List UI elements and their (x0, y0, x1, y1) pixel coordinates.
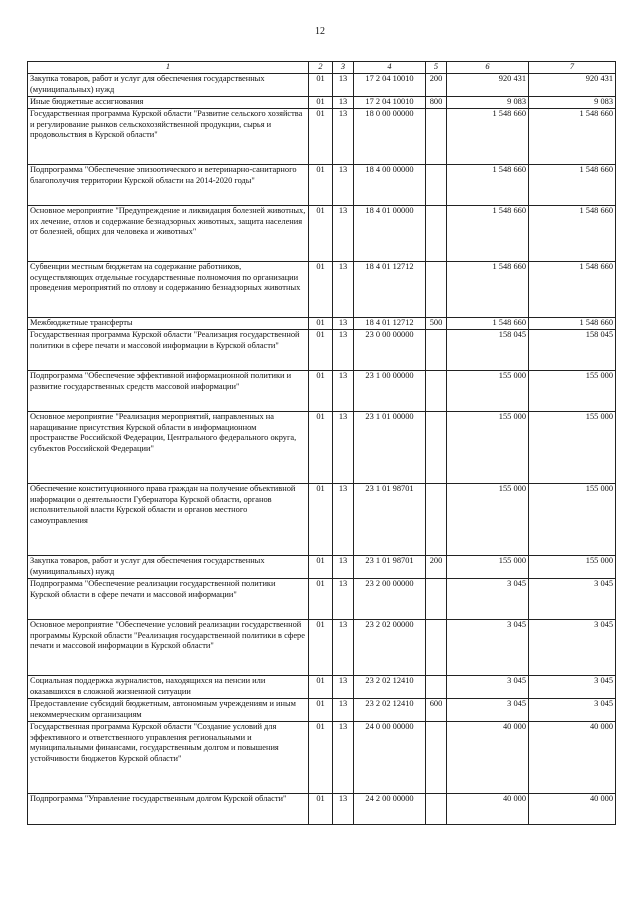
row-amount-1-cell: 3 045 (447, 579, 529, 620)
row-amount-2-cell: 158 045 (529, 330, 616, 371)
row-expense-type-cell: 500 (426, 318, 447, 330)
row-amount-1-cell: 3 045 (447, 676, 529, 699)
row-amount-2-cell: 155 000 (529, 556, 616, 579)
page-number: 12 (315, 26, 325, 37)
table-row (28, 371, 616, 412)
budget-table (27, 61, 616, 825)
row-section-cell: 01 (309, 676, 333, 699)
table-row (28, 722, 616, 794)
row-name-cell: Подпрограмма "Обеспечение эпизоотического и ветеринарно-санитарного благополучия территории Курской области на 2014-2020 годы" (28, 165, 309, 206)
row-name-cell: Иные бюджетные ассигнования (28, 97, 309, 109)
column-header: 3 (333, 62, 354, 74)
row-amount-2-cell: 3 045 (529, 579, 616, 620)
row-target-article-cell: 23 1 01 98701 (354, 556, 426, 579)
row-section-cell: 01 (309, 794, 333, 825)
row-section-cell: 01 (309, 371, 333, 412)
row-target-article-cell: 17 2 04 10010 (354, 74, 426, 97)
row-amount-2-cell: 1 548 660 (529, 109, 616, 165)
row-name-cell: Основное мероприятие "Реализация мероприятий, направленных на наращивание присутствия Курской области в информационном пространстве Российской Федерации, Центрального федерального округа, субъектов Российской Федерации" (28, 412, 309, 484)
row-section-cell: 01 (309, 165, 333, 206)
row-amount-2-cell: 155 000 (529, 412, 616, 484)
row-subsection-cell: 13 (333, 620, 354, 676)
column-header: 4 (354, 62, 426, 74)
column-header: 5 (426, 62, 447, 74)
row-subsection-cell: 13 (333, 556, 354, 579)
row-name-cell: Межбюджетные трансферты (28, 318, 309, 330)
row-expense-type-cell (426, 412, 447, 484)
row-subsection-cell: 13 (333, 722, 354, 794)
row-section-cell: 01 (309, 330, 333, 371)
row-name-cell: Государственная программа Курской области "Создание условий для эффективного и ответственного управления региональными и муниципальными финансами, государственным долгом и повышения устойчивости бюджетов Курской области" (28, 722, 309, 794)
row-section-cell: 01 (309, 556, 333, 579)
row-expense-type-cell (426, 620, 447, 676)
row-amount-1-cell: 40 000 (447, 722, 529, 794)
row-name-cell: Предоставление субсидий бюджетным, автономным учреждениям и иным некоммерческим организациям (28, 699, 309, 722)
row-target-article-cell: 23 2 02 12410 (354, 699, 426, 722)
row-subsection-cell: 13 (333, 699, 354, 722)
row-expense-type-cell (426, 794, 447, 825)
row-name-cell: Основное мероприятие "Предупреждение и ликвидация болезней животных, их лечение, отлов и содержание безнадзорных животных, защита населения от болезней, общих для человека и животных" (28, 206, 309, 262)
row-amount-2-cell: 1 548 660 (529, 165, 616, 206)
row-expense-type-cell: 600 (426, 699, 447, 722)
table-row (28, 206, 616, 262)
row-target-article-cell: 23 1 01 98701 (354, 484, 426, 556)
table-row (28, 165, 616, 206)
row-amount-2-cell: 3 045 (529, 676, 616, 699)
row-amount-2-cell: 1 548 660 (529, 318, 616, 330)
row-section-cell: 01 (309, 412, 333, 484)
row-amount-2-cell: 155 000 (529, 484, 616, 556)
column-header: 2 (309, 62, 333, 74)
row-subsection-cell: 13 (333, 318, 354, 330)
row-amount-1-cell: 3 045 (447, 699, 529, 722)
row-amount-2-cell: 40 000 (529, 794, 616, 825)
row-subsection-cell: 13 (333, 206, 354, 262)
row-target-article-cell: 17 2 04 10010 (354, 97, 426, 109)
table-row (28, 74, 616, 97)
table-row (28, 412, 616, 484)
row-name-cell: Государственная программа Курской области "Развитие сельского хозяйства и регулирование рынков сельскохозяйственной продукции, сырья и продовольствия в Курской области" (28, 109, 309, 165)
row-name-cell: Подпрограмма "Обеспечение эффективной информационной политики и развитие государственных средств массовой информации" (28, 371, 309, 412)
row-expense-type-cell: 200 (426, 74, 447, 97)
row-target-article-cell: 18 4 00 00000 (354, 165, 426, 206)
row-expense-type-cell (426, 579, 447, 620)
row-section-cell: 01 (309, 620, 333, 676)
row-section-cell: 01 (309, 206, 333, 262)
row-expense-type-cell (426, 165, 447, 206)
row-target-article-cell: 23 2 02 00000 (354, 620, 426, 676)
row-amount-2-cell: 3 045 (529, 620, 616, 676)
row-amount-1-cell: 40 000 (447, 794, 529, 825)
row-subsection-cell: 13 (333, 794, 354, 825)
row-section-cell: 01 (309, 699, 333, 722)
row-name-cell: Субвенции местным бюджетам на содержание работников, осуществляющих отдельные государственные полномочия по организации проведения мероприятий по отлову и содержанию безнадзорных животных (28, 262, 309, 318)
row-subsection-cell: 13 (333, 165, 354, 206)
row-amount-1-cell: 1 548 660 (447, 165, 529, 206)
row-amount-1-cell: 920 431 (447, 74, 529, 97)
row-expense-type-cell (426, 109, 447, 165)
row-section-cell: 01 (309, 579, 333, 620)
table-row (28, 330, 616, 371)
row-amount-1-cell: 9 083 (447, 97, 529, 109)
row-target-article-cell: 23 1 01 00000 (354, 412, 426, 484)
column-header: 1 (28, 62, 309, 74)
row-target-article-cell: 18 0 00 00000 (354, 109, 426, 165)
row-amount-1-cell: 1 548 660 (447, 262, 529, 318)
row-expense-type-cell (426, 371, 447, 412)
row-target-article-cell: 23 1 00 00000 (354, 371, 426, 412)
row-amount-1-cell: 155 000 (447, 484, 529, 556)
row-expense-type-cell (426, 262, 447, 318)
header-row (28, 62, 616, 74)
row-amount-1-cell: 1 548 660 (447, 206, 529, 262)
row-name-cell: Социальная поддержка журналистов, находящихся на пенсии или оказавшихся в сложной жизненной ситуации (28, 676, 309, 699)
row-section-cell: 01 (309, 262, 333, 318)
row-section-cell: 01 (309, 74, 333, 97)
row-section-cell: 01 (309, 97, 333, 109)
table-row (28, 318, 616, 330)
row-target-article-cell: 23 2 00 00000 (354, 579, 426, 620)
row-subsection-cell: 13 (333, 412, 354, 484)
row-expense-type-cell (426, 330, 447, 371)
row-name-cell: Закупка товаров, работ и услуг для обеспечения государственных (муниципальных) нужд (28, 556, 309, 579)
row-target-article-cell: 18 4 01 12712 (354, 262, 426, 318)
row-target-article-cell: 18 4 01 00000 (354, 206, 426, 262)
row-target-article-cell: 24 2 00 00000 (354, 794, 426, 825)
row-amount-1-cell: 158 045 (447, 330, 529, 371)
row-subsection-cell: 13 (333, 330, 354, 371)
row-amount-1-cell: 155 000 (447, 371, 529, 412)
row-target-article-cell: 18 4 01 12712 (354, 318, 426, 330)
row-target-article-cell: 23 2 02 12410 (354, 676, 426, 699)
row-name-cell: Основное мероприятие "Обеспечение условий реализации государственной программы Курской области "Реализация государственной политики в сфере печати и массовой информации в Курской области" (28, 620, 309, 676)
row-subsection-cell: 13 (333, 109, 354, 165)
row-amount-1-cell: 3 045 (447, 620, 529, 676)
table-row (28, 109, 616, 165)
row-subsection-cell: 13 (333, 484, 354, 556)
row-amount-2-cell: 920 431 (529, 74, 616, 97)
row-name-cell: Обеспечение конституционного права граждан на получение объективной информации о деятельности Губернатора Курской области, органов исполнительной власти Курской области и органов местного самоуправления (28, 484, 309, 556)
row-amount-2-cell: 9 083 (529, 97, 616, 109)
row-subsection-cell: 13 (333, 371, 354, 412)
table-row (28, 620, 616, 676)
row-expense-type-cell (426, 722, 447, 794)
table-row (28, 699, 616, 722)
table-row (28, 579, 616, 620)
row-expense-type-cell (426, 484, 447, 556)
row-expense-type-cell (426, 676, 447, 699)
row-expense-type-cell: 800 (426, 97, 447, 109)
row-amount-2-cell: 3 045 (529, 699, 616, 722)
row-amount-1-cell: 155 000 (447, 556, 529, 579)
table-row (28, 676, 616, 699)
row-amount-2-cell: 1 548 660 (529, 206, 616, 262)
row-section-cell: 01 (309, 318, 333, 330)
row-subsection-cell: 13 (333, 97, 354, 109)
column-header: 7 (529, 62, 616, 74)
column-header: 6 (447, 62, 529, 74)
row-amount-2-cell: 155 000 (529, 371, 616, 412)
table-row (28, 262, 616, 318)
row-section-cell: 01 (309, 484, 333, 556)
row-amount-2-cell: 1 548 660 (529, 262, 616, 318)
table-row (28, 97, 616, 109)
row-subsection-cell: 13 (333, 676, 354, 699)
row-name-cell: Закупка товаров, работ и услуг для обеспечения государственных (муниципальных) нужд (28, 74, 309, 97)
row-name-cell: Подпрограмма "Обеспечение реализации государственной политики Курской области в сфере печати и массовой информации" (28, 579, 309, 620)
row-amount-1-cell: 1 548 660 (447, 109, 529, 165)
row-amount-1-cell: 155 000 (447, 412, 529, 484)
row-subsection-cell: 13 (333, 579, 354, 620)
row-section-cell: 01 (309, 722, 333, 794)
table-row (28, 794, 616, 825)
row-expense-type-cell (426, 206, 447, 262)
table-row (28, 556, 616, 579)
table-row (28, 484, 616, 556)
row-target-article-cell: 24 0 00 00000 (354, 722, 426, 794)
row-target-article-cell: 23 0 00 00000 (354, 330, 426, 371)
row-expense-type-cell: 200 (426, 556, 447, 579)
row-subsection-cell: 13 (333, 262, 354, 318)
row-amount-2-cell: 40 000 (529, 722, 616, 794)
row-name-cell: Подпрограмма "Управление государственным долгом Курской области" (28, 794, 309, 825)
row-amount-1-cell: 1 548 660 (447, 318, 529, 330)
row-name-cell: Государственная программа Курской области "Реализация государственной политики в сфере печати и массовой информации в Курской области" (28, 330, 309, 371)
row-subsection-cell: 13 (333, 74, 354, 97)
row-section-cell: 01 (309, 109, 333, 165)
